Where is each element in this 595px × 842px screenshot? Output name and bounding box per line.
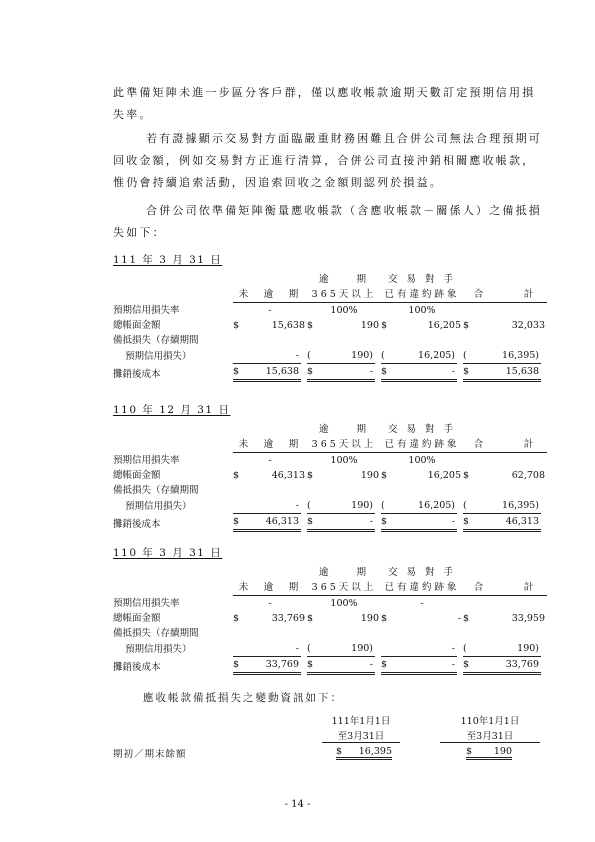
movement-intro: 應收帳款備抵損失之變動資訊如下： [143,692,343,704]
currency-symbol: $ [463,366,470,377]
table-row [113,453,547,469]
amount: 46,313 [271,470,305,481]
currency-symbol: $ [307,366,314,377]
currency-symbol: $ [233,516,240,527]
amount: 16,395) [502,500,539,511]
currency-symbol: $ [463,516,470,527]
col-header-overdue-bottom: 365天以上 [307,580,381,596]
rate-cell: 100% [330,455,358,466]
currency-symbol: $ [307,516,314,527]
currency-symbol: ( [381,350,385,361]
table-row [113,641,547,657]
movement-col2-line1: 110年1月1日 [460,716,520,727]
amount-cell [463,364,547,382]
col-header-overdue-bottom: 365天以上 [307,287,381,303]
col-header-default-bottom: 已有違約跡象 [381,437,463,453]
amount-cell [307,611,381,626]
row-label: 備抵損失（存續期間 [113,335,199,346]
amount: 46,313 [505,516,539,527]
page-number: - 14 - [284,799,311,810]
currency-symbol: $ [233,470,240,481]
amount: 16,395 [358,746,392,757]
paragraph-1: 此準備矩陣未進一步區分客戶群，僅以應收帳款逾期天數訂定預期信用損失率。 [113,86,536,121]
col-header-total: 合 計 [463,437,547,453]
movement-col1-value [336,746,392,760]
amount-cell [307,364,381,382]
amount: - [451,643,455,654]
col-header-default-top: 交 易 對 手 [387,567,457,578]
paragraph-2: 若有證據顯示交易對方面臨嚴重財務困難且合併公司無法合理預期可回收金額，例如交易對方正進行清算，合併公司直接沖銷相關應收帳款，惟仍會持續追索活動，因追索回收之金額則認列於損益。 [113,132,542,189]
amount: 190) [517,643,539,654]
amount-cell [381,364,463,382]
row-label: 攤銷後成本 [113,519,161,530]
amount-cell [233,498,307,514]
rate-cell: 100% [330,305,358,316]
amount-cell [233,611,307,626]
row-label: 總帳面金額 [113,613,161,624]
row-label: 預期信用損失） [125,351,192,362]
currency-symbol: $ [381,320,388,331]
amount: 16,205 [427,470,461,481]
col-header-default-bottom: 已有違約跡象 [381,287,463,303]
amount: 190 [360,470,379,481]
col-header-not-overdue: 未 逾 期 [233,437,307,453]
row-label: 預期信用損失） [125,644,192,655]
amount-cell [381,348,463,364]
amount: - [369,366,373,377]
rate-cell: - [420,598,424,609]
currency-symbol: ( [307,643,311,654]
amount-cell [233,514,307,532]
table-row [113,468,547,483]
table-row [113,303,547,319]
amount: 33,769 [505,659,539,670]
currency-symbol: $ [307,320,314,331]
row-label: 總帳面金額 [113,320,161,331]
col-header-overdue-top: 逾 期 [318,424,369,435]
amount: 190 [493,746,512,757]
row-label: 攤銷後成本 [113,662,161,673]
paragraph-3: 合併公司依準備矩陣衡量應收帳款（含應收帳款－關係人）之備抵損失如下： [113,204,542,239]
amount-cell [233,468,307,483]
currency-symbol: $ [463,613,470,624]
row-label: 預期信用損失） [125,501,192,512]
amount: - [457,613,461,624]
table-row [113,626,547,641]
col-header-overdue-top: 逾 期 [318,567,369,578]
amount-cell [463,611,547,626]
currency-symbol: $ [381,659,388,670]
rate-cell [463,303,547,319]
movement-col1-line1: 111年1月1日 [331,716,391,727]
col-header-total: 合 計 [463,580,547,596]
amount: 190) [351,350,373,361]
table-row [113,318,547,333]
amount-cell [233,348,307,364]
currency-symbol: $ [381,470,388,481]
amount-cell [381,657,463,675]
amount-cell [307,318,381,333]
amount-cell [307,657,381,675]
row-label: 總帳面金額 [113,470,161,481]
table-row [113,657,547,675]
currency-symbol: $ [233,320,240,331]
table-header-row [113,422,547,437]
currency-symbol: ( [463,500,467,511]
table-row [113,348,547,364]
table-header-row [113,287,547,303]
amount-cell [307,498,381,514]
rate-cell: 100% [408,305,436,316]
amount-cell [381,611,463,626]
currency-symbol: $ [336,746,343,757]
currency-symbol: $ [307,470,314,481]
table-row [113,498,547,514]
amount: - [369,659,373,670]
currency-symbol: $ [233,613,240,624]
rate-cell: - [268,455,272,466]
currency-symbol: $ [381,516,388,527]
movement-row-label: 期初／期末餘額 [113,749,187,760]
row-label: 備抵損失（存續期間 [113,485,199,496]
amount: - [451,659,455,670]
currency-symbol: $ [463,470,470,481]
amount-cell [233,641,307,657]
currency-symbol: $ [381,613,388,624]
amount-cell [463,514,547,532]
amount: 190 [360,320,379,331]
amount-cell [381,514,463,532]
amount-cell [233,364,307,382]
table-header-row [113,272,547,287]
amount-cell [381,468,463,483]
table-date-heading: 111 年 3 月 31 日 [113,254,223,266]
currency-symbol: ( [463,643,467,654]
row-label: 攤銷後成本 [113,369,161,380]
amount-cell [463,641,547,657]
amount: - [295,643,299,654]
amount: 62,708 [511,470,545,481]
rate-cell: - [268,598,272,609]
table-header-row [113,580,547,596]
row-label: 預期信用損失率 [113,598,180,609]
col-header-not-overdue: 未 逾 期 [233,580,307,596]
currency-symbol: $ [466,746,473,757]
amount-cell [233,657,307,675]
table-date-heading: 110 年 3 月 31 日 [113,547,223,559]
amount-cell [381,641,463,657]
amount-cell [307,641,381,657]
table-header-row [113,437,547,453]
rate-cell: 100% [408,455,436,466]
rate-cell [463,453,547,469]
amount: - [451,516,455,527]
allowance-table [113,565,547,675]
table-header-row [113,565,547,580]
currency-symbol: $ [463,320,470,331]
row-label: 備抵損失（存續期間 [113,628,199,639]
amount: 15,638 [265,366,299,377]
amount: 32,033 [511,320,545,331]
movement-col2-value [466,746,512,760]
amount: 16,205) [418,500,455,511]
amount: 190 [360,613,379,624]
amount: 190) [351,500,373,511]
amount: - [451,366,455,377]
amount-cell [307,468,381,483]
table-row [113,514,547,532]
rate-cell: 100% [330,598,358,609]
col-header-default-bottom: 已有違約跡象 [381,580,463,596]
table-row [113,483,547,498]
rate-cell: - [268,305,272,316]
amount-cell [233,318,307,333]
amount: 16,205 [427,320,461,331]
amount-cell [463,657,547,675]
amount: 33,959 [511,613,545,624]
col-header-overdue-bottom: 365天以上 [307,437,381,453]
currency-symbol: $ [307,613,314,624]
col-header-not-overdue: 未 逾 期 [233,287,307,303]
currency-symbol: ( [463,350,467,361]
amount-cell [463,498,547,514]
amount: 190) [351,643,373,654]
currency-symbol: ( [307,350,311,361]
row-label: 預期信用損失率 [113,455,180,466]
amount: - [295,350,299,361]
table-row [113,364,547,382]
currency-symbol: $ [233,659,240,670]
amount-cell [307,348,381,364]
col-header-default-top: 交 易 對 手 [387,274,457,285]
amount-cell [463,318,547,333]
allowance-table [113,422,547,532]
currency-symbol: $ [463,659,470,670]
amount-cell [381,318,463,333]
table-row [113,596,547,612]
movement-col1-line2: 至3月31日 [322,728,400,743]
currency-symbol: ( [307,500,311,511]
amount: 33,769 [271,613,305,624]
row-label: 預期信用損失率 [113,305,180,316]
amount: 46,313 [265,516,299,527]
table-date-heading: 110 年 12 月 31 日 [113,404,231,416]
col-header-overdue-top: 逾 期 [318,274,369,285]
table-row [113,611,547,626]
amount-cell [463,468,547,483]
amount: - [295,500,299,511]
rate-cell [463,596,547,612]
amount-cell [463,348,547,364]
amount: 16,395) [502,350,539,361]
amount-cell [307,514,381,532]
allowance-table [113,272,547,382]
currency-symbol: $ [307,659,314,670]
movement-col2-line2: 至3月31日 [440,728,540,743]
amount: 15,638 [271,320,305,331]
amount: 33,769 [265,659,299,670]
amount-cell [381,498,463,514]
currency-symbol: ( [381,500,385,511]
amount: - [369,516,373,527]
col-header-default-top: 交 易 對 手 [387,424,457,435]
table-row [113,333,547,348]
currency-symbol: $ [381,366,388,377]
currency-symbol: $ [233,366,240,377]
amount: 15,638 [505,366,539,377]
col-header-total: 合 計 [463,287,547,303]
amount: 16,205) [418,350,455,361]
